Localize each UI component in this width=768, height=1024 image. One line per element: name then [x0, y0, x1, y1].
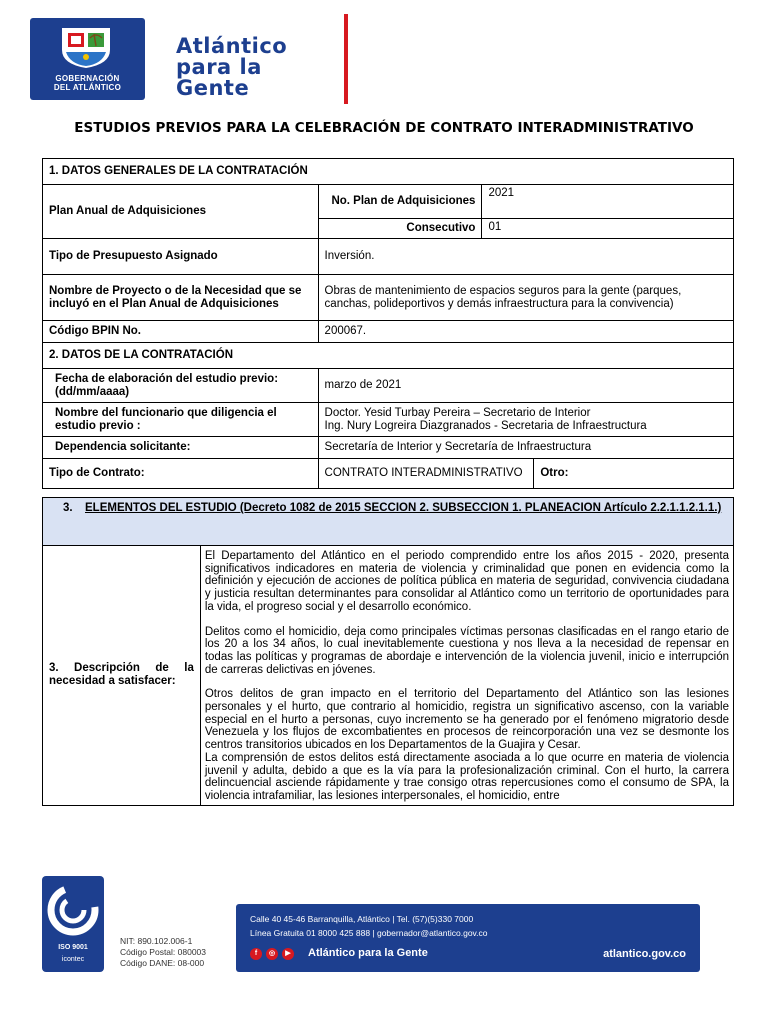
section2-heading: 2. DATOS DE LA CONTRATACIÓN [43, 343, 734, 369]
tipo-contrato-value: CONTRATO INTERADMINISTRATIVO [318, 459, 534, 489]
icontec-logo-icon [42, 878, 104, 942]
shield-caption: GOBERNACIÓN DEL ATLÁNTICO [53, 74, 122, 92]
elementos-table [42, 497, 734, 806]
document-title: ESTUDIOS PREVIOS PARA LA CELEBRACIÓN DE CONTRATO INTERADMINISTRATIVO [74, 120, 694, 136]
bpin-label: Código BPIN No. [43, 321, 319, 343]
descripcion-body [200, 546, 733, 806]
page-header [0, 0, 768, 110]
header-divider [344, 14, 348, 104]
address-text: Calle 40 45-46 Barranquilla, Atlántico | Tel. (57)(5)330 7000 [250, 914, 474, 924]
no-plan-value: 2021 [482, 185, 734, 219]
funcionario-label: Nombre del funcionario que diligencia el estudio previo : [43, 403, 319, 437]
proyecto-value: Obras de mantenimiento de espacios seguros para la gente (parques, canchas, polideportivos y demás infraestructura para la convivencia) [318, 275, 733, 321]
brand-line-1: Atlántico [176, 34, 288, 58]
brand-wordmark [176, 36, 287, 99]
proyecto-label: Nombre de Proyecto o de la Necesidad que se incluyó en el Plan Anual de Adquisiciones [43, 275, 319, 321]
bpin-value: 200067. [318, 321, 733, 343]
iso-certification-badge [42, 876, 104, 972]
descripcion-paragraph-3: Otros delitos de gran impacto en el territorio del Departamento del Atlántico son las lesiones personales y el hurto, que contrario al homicidio, registra un significativo ascenso, con la variable especial en el hurto a personas, cuyo incremento se ha generado por el fenómeno migratorio desde Venezuela y los flujos de excombatientes en procesos de reincorporación una vez se desmonte los centros transitorios ubicados en los Departamentos de la Guajira y Cesar. [204, 688, 729, 752]
consecutivo-value: 01 [482, 219, 734, 239]
descripcion-paragraph-2: Delitos como el homicidio, deja como principales víctimas personas clasificadas en el rango etario de los 20 a los 34 años, lo cual inevitablemente cuestiona y nos lleva a la necesidad de repensar en todas las políticas y programas de abordaje e intervención de la violencia juvenil, inicio e interrupción de carreras delictivas en jóvenes. [204, 625, 729, 676]
entity-identifiers [120, 936, 206, 969]
tipo-contrato-label: Tipo de Contrato: [43, 459, 319, 489]
nit-text: NIT: 890.102.006-1 [120, 936, 193, 946]
youtube-icon[interactable]: ▶ [282, 948, 294, 960]
tipo-presupuesto-label: Tipo de Presupuesto Asignado [43, 239, 319, 275]
website-link[interactable]: atlantico.gov.co [603, 948, 686, 960]
facebook-icon[interactable]: f [250, 948, 262, 960]
dependencia-label: Dependencia solicitante: [43, 437, 319, 459]
section3-title: ELEMENTOS DEL ESTUDIO (Decreto 1082 de 2015 SECCION 2. SUBSECCION 1. PLANEACION Artículo 2.2.1.1.2.1.1.) [85, 502, 722, 514]
section3-number: 3. [63, 502, 73, 514]
instagram-icon[interactable]: ◎ [266, 948, 278, 960]
tipo-presupuesto-value: Inversión. [318, 239, 733, 275]
contact-banner [236, 904, 700, 972]
fecha-value: marzo de 2021 [318, 369, 733, 403]
fecha-label: Fecha de elaboración del estudio previo: (dd/mm/aaaa) [43, 369, 319, 403]
descripcion-label: 3. Descripción de la necesidad a satisfacer: [43, 546, 201, 806]
descripcion-paragraph-1: El Departamento del Atlántico en el periodo comprendido entre los años 2015 - 2020, presenta significativos indicadores en materia de violencia y criminalidad que ponen en evidencia como la definición y ejecución de acciones de política pública en materia de seguridad, convivencia ciudadana y justicia resultan determinantes para consolidar al Atlántico como un territorio de oportunidades para la vida, el progreso social y el desarrollo económico. [204, 550, 729, 613]
funcionario-value [318, 403, 733, 437]
slogan-text: Atlántico para la Gente [308, 947, 428, 959]
coat-of-arms-icon [56, 24, 116, 70]
brand-line-3: Gente [176, 76, 250, 100]
funcionario-value-2: Ing. Nury Logreira Diazgranados - Secretaria de Infraestructura [324, 419, 647, 432]
social-icons [250, 948, 294, 960]
otro-label: Otro: [534, 459, 734, 489]
postal-code-text: Código Postal: 080003 [120, 947, 207, 957]
section1-heading: 1. DATOS GENERALES DE LA CONTRATACIÓN [43, 159, 734, 185]
no-plan-label: No. Plan de Adquisiciones [318, 185, 482, 219]
descripcion-paragraph-4: La comprensión de estos delitos está directamente asociada a lo que ocurre en materia de violencia juvenil y adulta, debido a que es la vía para la profesionalización criminal. Con el hurto, la carrera delincuencial asciende rápidamente y trae consigo otras repercusiones como el consumo de SPA, la violencia intrafamiliar, las lesiones interpersonales, el homicidio, entre [204, 751, 729, 802]
consecutivo-label: Consecutivo [318, 219, 482, 239]
funcionario-value-1: Doctor. Yesid Turbay Pereira – Secretario de Interior [324, 406, 591, 419]
plan-label: Plan Anual de Adquisiciones [43, 185, 319, 239]
section3-heading [43, 498, 734, 546]
datos-table [42, 158, 734, 489]
hotline-text: Línea Gratuita 01 8000 425 888 | gobernador@atlantico.gov.co [250, 928, 488, 938]
brand-line-2: para la [176, 55, 262, 79]
iso-label: ISO 9001 [58, 944, 88, 951]
icontec-label: icontec [61, 956, 85, 963]
dependencia-value: Secretaría de Interior y Secretaría de Infraestructura [318, 437, 733, 459]
page-footer [0, 870, 768, 990]
gobernacion-logo [30, 18, 145, 100]
dane-code-text: Código DANE: 08-000 [120, 958, 205, 968]
